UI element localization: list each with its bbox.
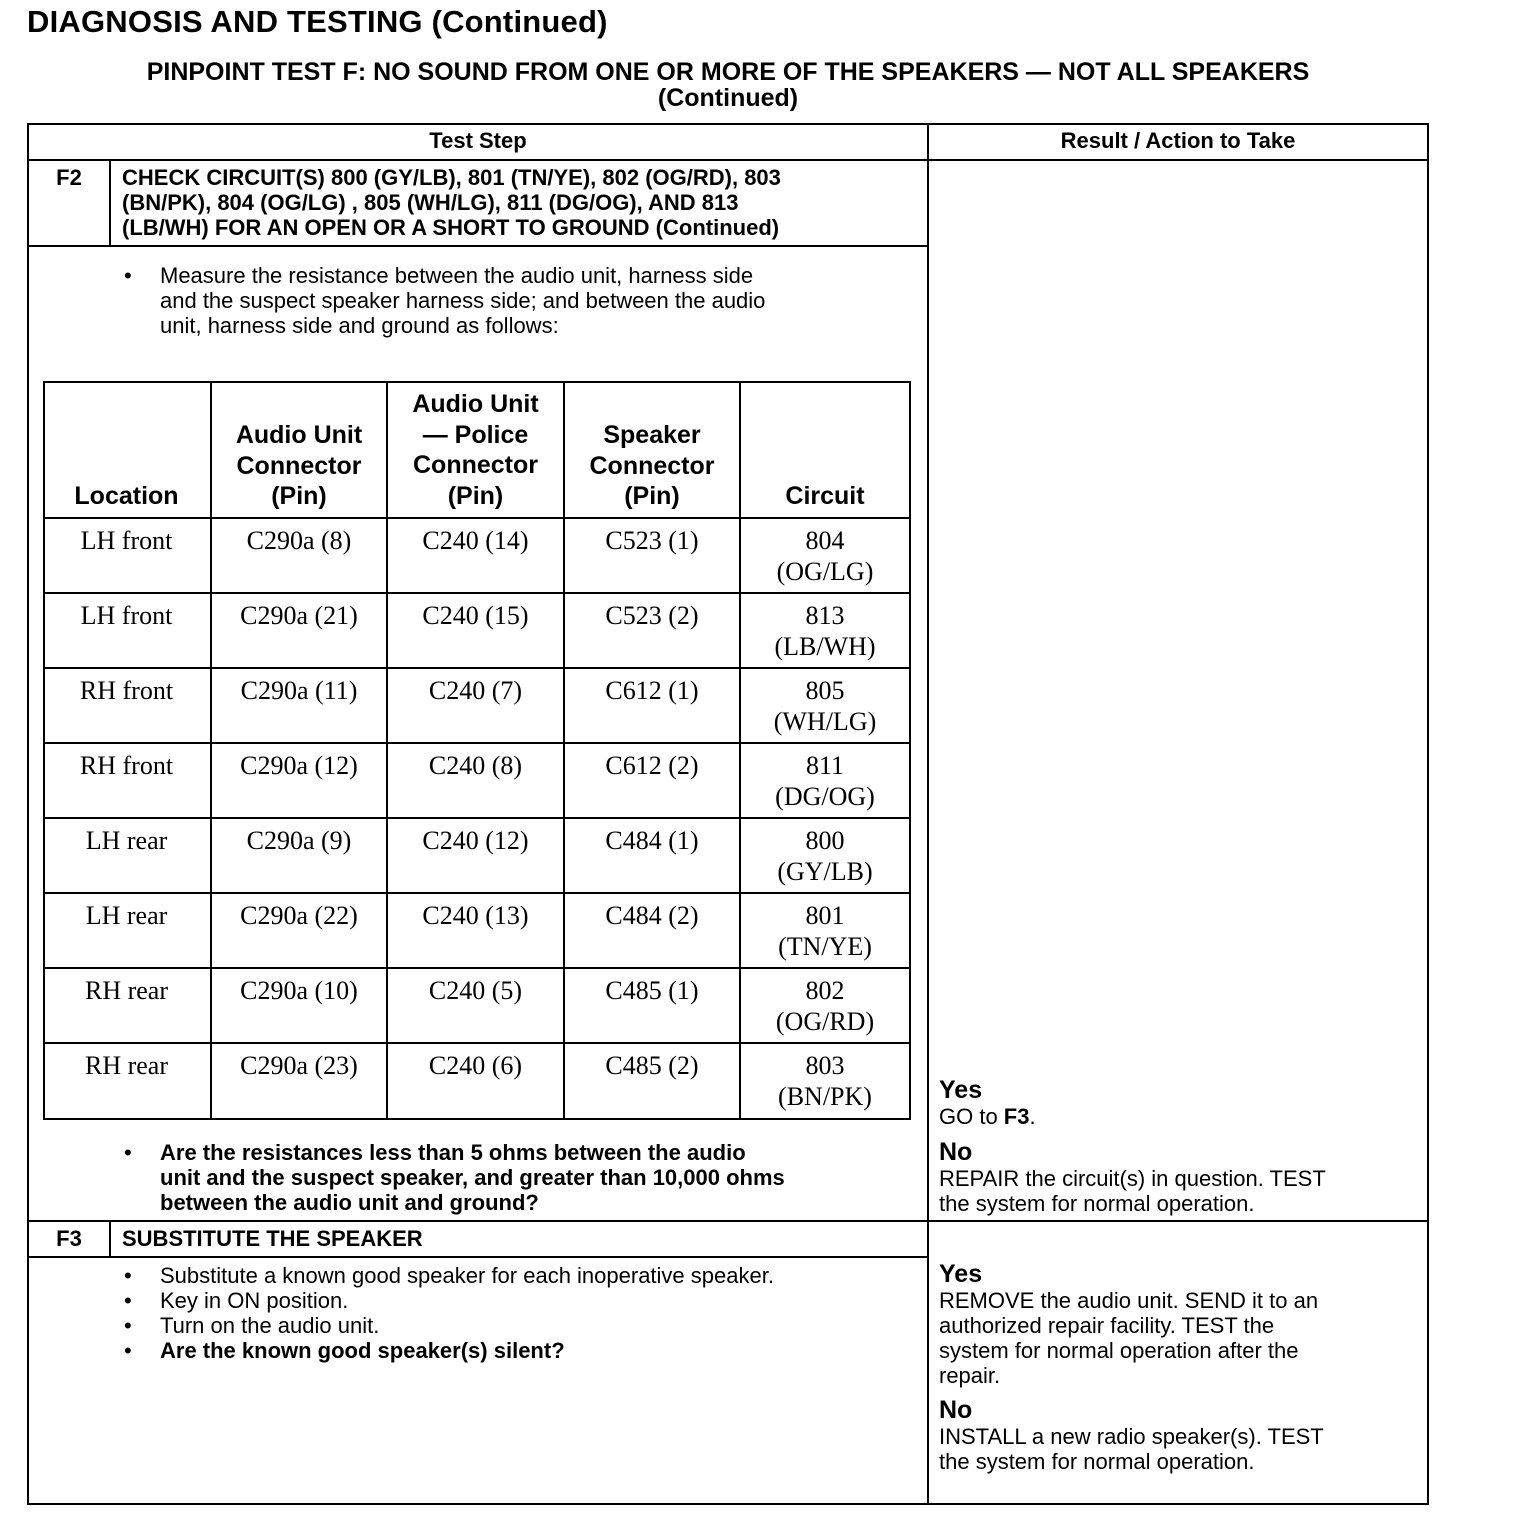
instruction-text: Key in ON position.: [160, 1288, 349, 1313]
frame-right-border: [1427, 123, 1429, 1505]
cell-audio-unit-pin: C290a (23): [240, 1051, 358, 1080]
cell-audio-unit-pin: C290a (12): [240, 751, 358, 780]
f3-id-divider: [109, 1220, 111, 1257]
cell-police-pin: C240 (5): [428, 976, 523, 1005]
f3-result-no-label: No: [939, 1396, 973, 1424]
instruction-item: [124, 1263, 774, 1288]
cell-audio-unit-pin: C290a (8): [246, 526, 352, 555]
circuit-number: 802: [805, 976, 845, 1005]
col-header-line: Connector: [589, 451, 715, 480]
cell-police-pin: C240 (15): [422, 601, 529, 630]
pinpoint-title: PINPOINT TEST F: NO SOUND FROM ONE OR MORE OF THE SPEAKERS — NOT ALL SPEAKERS: [146, 58, 1310, 86]
circuit-number: 805: [805, 676, 845, 705]
cell-circuit: [741, 1050, 909, 1112]
col-header-line: — Police: [422, 420, 529, 449]
table-row: [43, 594, 911, 667]
cell-audio-unit-pin: C290a (9): [246, 826, 352, 855]
f2-heading-border: [27, 245, 929, 247]
frame-left-border: [27, 123, 29, 1505]
circuit-number: 813: [805, 601, 845, 630]
f2-title-line: CHECK CIRCUIT(S) 800 (GY/LB), 801 (TN/YE), 802 (OG/RD), 803: [122, 165, 781, 190]
cell-police-pin: C240 (12): [422, 826, 529, 855]
result-line: REPAIR the circuit(s) in question. TEST: [939, 1166, 1326, 1191]
f2-result-yes-label: Yes: [939, 1076, 983, 1104]
col-header-line: Audio Unit: [235, 421, 363, 449]
cell-circuit: [741, 900, 909, 962]
cell-circuit: [741, 525, 909, 587]
pin-table: [43, 381, 911, 1120]
cell-circuit: [741, 825, 909, 887]
col-header-location: [43, 481, 210, 512]
f2-result-no-text: [939, 1166, 1326, 1216]
table-row: [43, 1044, 911, 1117]
cell-circuit: [741, 600, 909, 662]
cell-audio-unit-pin: C290a (11): [240, 676, 358, 705]
table-row: [43, 744, 911, 817]
f2-measure-instruction: [124, 263, 766, 338]
result-yes-prefix: GO to: [939, 1104, 1004, 1129]
instruction-line: unit, harness side and ground as follows:: [160, 313, 559, 338]
step-reference-f3: F3: [1003, 1104, 1030, 1129]
f3-instructions: [124, 1263, 774, 1363]
result-line: system for normal operation after the: [939, 1338, 1299, 1363]
cell-circuit: [741, 675, 909, 737]
question-line: between the audio unit and ground?: [160, 1190, 539, 1215]
col-header-circuit: [741, 481, 909, 512]
bullet-icon: •: [124, 1263, 132, 1288]
instruction-line: and the suspect speaker harness side; and between the audio: [160, 288, 766, 313]
f2-title: [122, 165, 781, 240]
circuit-color: (LB/WH): [774, 632, 876, 661]
cell-police-pin: C240 (14): [422, 526, 529, 555]
instruction-item: [124, 1313, 774, 1338]
result-line: the system for normal operation.: [939, 1449, 1255, 1474]
col-header-line: Audio Unit: [412, 390, 539, 418]
cell-location: LH rear: [85, 901, 168, 930]
page-title: DIAGNOSIS AND TESTING (Continued): [27, 4, 608, 39]
frame-bottom-border: [27, 1503, 1429, 1505]
circuit-number: 801: [805, 901, 845, 930]
step-id-f3: F3: [56, 1226, 82, 1251]
table-row: [43, 894, 911, 967]
f2-f3-border: [27, 1220, 1429, 1222]
step-id-f2: F2: [56, 165, 82, 190]
result-line: authorized repair facility. TEST the: [939, 1313, 1275, 1338]
pinpoint-title-continued: (Continued): [657, 84, 799, 112]
frame-top-border: [27, 123, 1429, 125]
cell-police-pin: C240 (6): [428, 1051, 523, 1080]
cell-speaker-pin: C485 (1): [605, 976, 699, 1005]
cell-police-pin: C240 (7): [428, 676, 523, 705]
bullet-icon: •: [124, 263, 132, 288]
cell-location: LH rear: [85, 826, 168, 855]
cell-circuit: [741, 750, 909, 812]
header-test-step: Test Step: [429, 128, 527, 153]
cell-speaker-pin: C612 (1): [605, 676, 699, 705]
col-header-speaker-connector: [565, 420, 739, 512]
f3-heading-border: [27, 1256, 929, 1258]
cell-speaker-pin: C523 (1): [605, 526, 699, 555]
cell-speaker-pin: C612 (2): [605, 751, 699, 780]
table-row: [43, 519, 911, 592]
cell-speaker-pin: C523 (2): [605, 601, 699, 630]
cell-location: RH rear: [84, 1051, 168, 1080]
f3-result-yes-label: Yes: [939, 1260, 983, 1288]
f2-result-yes-text: [939, 1104, 1036, 1129]
cell-location: RH front: [79, 751, 174, 780]
instruction-text: Turn on the audio unit.: [160, 1313, 380, 1338]
col-header-line: (Pin): [447, 481, 504, 510]
circuit-color: (WH/LG): [773, 707, 877, 736]
col-header-line: Connector: [236, 451, 362, 480]
col-header-line: Location: [74, 482, 179, 510]
table-row: [43, 819, 911, 892]
result-line: INSTALL a new radio speaker(s). TEST: [939, 1424, 1324, 1449]
col-header-line: Connector: [413, 451, 538, 479]
circuit-color: (TN/YE): [778, 932, 872, 961]
bullet-icon: •: [124, 1288, 132, 1313]
col-header-line: Speaker: [603, 421, 701, 449]
f3-question: Are the known good speaker(s) silent?: [160, 1338, 565, 1363]
cell-location: RH rear: [84, 976, 168, 1005]
col-header-line: Circuit: [785, 482, 865, 510]
cell-circuit: [741, 975, 909, 1037]
f2-question: [124, 1140, 785, 1215]
bullet-icon: •: [124, 1338, 132, 1363]
circuit-color: (OG/LG): [776, 557, 874, 586]
f2-title-line: (LB/WH) FOR AN OPEN OR A SHORT TO GROUND (Continued): [122, 215, 780, 240]
table-row: [43, 669, 911, 742]
instruction-item: [124, 1288, 774, 1313]
col-header-audio-unit-connector: [212, 420, 386, 512]
cell-audio-unit-pin: C290a (22): [240, 901, 358, 930]
circuit-color: (BN/PK): [778, 1082, 872, 1111]
circuit-color: (GY/LB): [777, 857, 873, 886]
column-divider: [927, 123, 929, 1505]
circuit-number: 804: [805, 526, 845, 555]
col-header-line: (Pin): [271, 482, 327, 510]
cell-speaker-pin: C484 (1): [605, 826, 699, 855]
instruction-item: [124, 1338, 774, 1363]
cell-audio-unit-pin: C290a (10): [240, 976, 358, 1005]
instruction-text: Substitute a known good speaker for each inoperative speaker.: [160, 1263, 774, 1288]
question-line: unit and the suspect speaker, and greater than 10,000 ohms: [160, 1165, 785, 1190]
cell-speaker-pin: C485 (2): [605, 1051, 699, 1080]
result-line: REMOVE the audio unit. SEND it to an: [939, 1288, 1319, 1313]
cell-location: LH front: [80, 601, 173, 630]
circuit-color: (OG/RD): [775, 1007, 875, 1036]
circuit-color: (DG/OG): [775, 782, 875, 811]
instruction-line: Measure the resistance between the audio unit, harness side: [160, 263, 754, 288]
circuit-number: 811: [805, 751, 845, 780]
f2-title-line: (BN/PK), 804 (OG/LG) , 805 (WH/LG), 811 (DG/OG), AND 813: [122, 190, 739, 215]
bullet-icon: •: [124, 1140, 132, 1165]
f2-result-no-label: No: [939, 1138, 973, 1166]
col-header-police-connector: [388, 389, 563, 511]
col-header-line: (Pin): [624, 482, 680, 510]
cell-location: RH front: [79, 676, 174, 705]
f2-id-divider: [109, 159, 111, 247]
cell-audio-unit-pin: C290a (21): [240, 601, 358, 630]
table-row: [43, 969, 911, 1042]
question-line: Are the resistances less than 5 ohms between the audio: [160, 1140, 746, 1165]
f3-title: SUBSTITUTE THE SPEAKER: [122, 1226, 423, 1251]
f3-result-yes-text: [939, 1288, 1318, 1388]
cell-location: LH front: [80, 526, 173, 555]
circuit-number: 800: [805, 826, 845, 855]
cell-police-pin: C240 (8): [428, 751, 523, 780]
result-line: repair.: [939, 1363, 1001, 1388]
result-line: the system for normal operation.: [939, 1191, 1255, 1216]
f3-result-no-text: [939, 1424, 1324, 1474]
cell-police-pin: C240 (13): [422, 901, 529, 930]
circuit-number: 803: [805, 1051, 845, 1080]
cell-speaker-pin: C484 (2): [605, 901, 699, 930]
bullet-icon: •: [124, 1313, 132, 1338]
header-result-action: Result / Action to Take: [1060, 128, 1296, 153]
header-row-border: [27, 159, 1429, 161]
result-yes-suffix: .: [1029, 1104, 1036, 1129]
